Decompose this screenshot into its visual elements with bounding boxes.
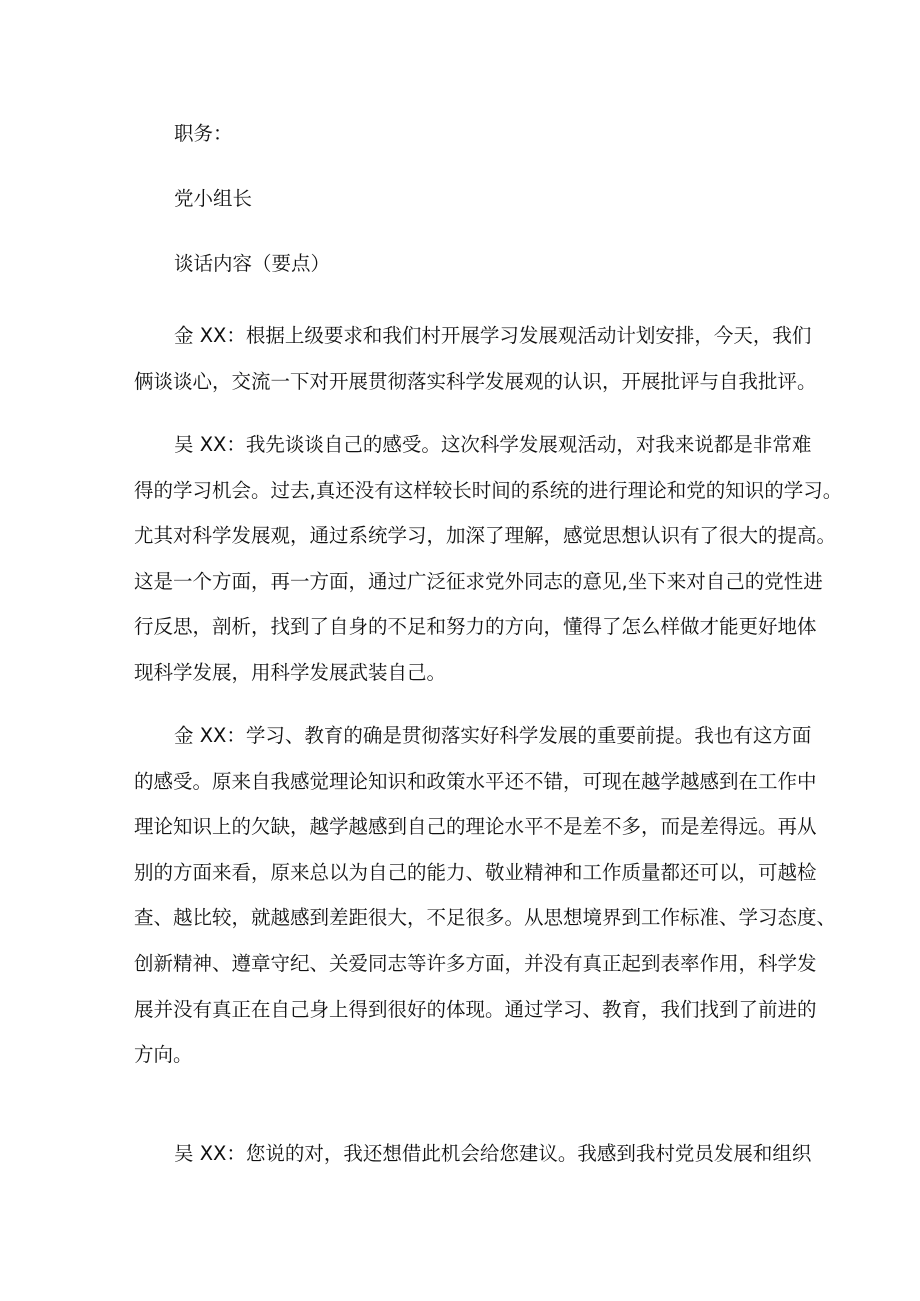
paragraph-2 [134,422,843,696]
paragraph-line: 吴 XX：我先谈谈自己的感受。这次科学发展观活动，对我来说都是非常难 [174,433,812,456]
paragraph-line: 这是一个方面，再一方面，通过广泛征求党外同志的意见,坐下来对自己的党性进 [134,569,823,593]
position-label: 职务： [174,122,233,145]
paragraph-4 [134,1131,812,1177]
position-value: 党小组长 [174,187,253,210]
paragraph-line: 吴 XX：您说的对，我还想借此机会给您建议。我感到我村党员发展和组织 [174,1142,812,1165]
content-label: 谈话内容（要点） [174,252,331,275]
paragraph-line: 理论知识上的欠缺，越学越感到自己的理论水平不是差不多，而是差得远。再从 [134,815,817,839]
paragraph-line: 现科学发展，用科学发展武装自己。 [134,660,447,684]
paragraph-line: 创新精神、遵章守纪、关爱同志等许多方面，并没有真正起到表率作用，科学发 [134,951,817,975]
paragraph-line: 别的方面来看，原来总以为自己的能力、敬业精神和工作质量都还可以，可越检 [134,860,817,884]
paragraph-line: 查、越比较，就越感到差距很大，不足很多。从思想境界到工作标准、学习态度、 [134,906,837,930]
paragraph-line: 行反思，剖析，找到了自身的不足和努力的方向，懂得了怎么样做才能更好地体 [134,615,817,639]
paragraph-1 [134,313,817,404]
paragraph-line: 展并没有真正在自己身上得到很好的体现。通过学习、教育，我们找到了前进的 [134,997,817,1021]
paragraph-line: 的感受。原来自我感觉理论知识和政策水平还不错，可现在越学越感到在工作中 [134,769,817,793]
paragraph-3 [134,713,837,1078]
paragraph-line: 金 XX：学习、教育的确是贯彻落实好科学发展的重要前提。我也有这方面 [174,724,812,747]
paragraph-line: 俩谈谈心，交流一下对开展贯彻落实科学发展观的认识，开展批评与自我批评。 [134,369,817,393]
paragraph-line: 得的学习机会。过去,真还没有这样较长时间的系统的进行理论和党的知识的学习。 [134,478,843,502]
paragraph-line: 方向。 [134,1043,193,1067]
paragraph-line: 尤其对科学发展观，通过系统学习，加深了理解，感觉思想认识有了很大的提高。 [134,524,837,548]
paragraph-line: 金 XX：根据上级要求和我们村开展学习发展观活动计划安排，今天，我们 [174,324,812,347]
